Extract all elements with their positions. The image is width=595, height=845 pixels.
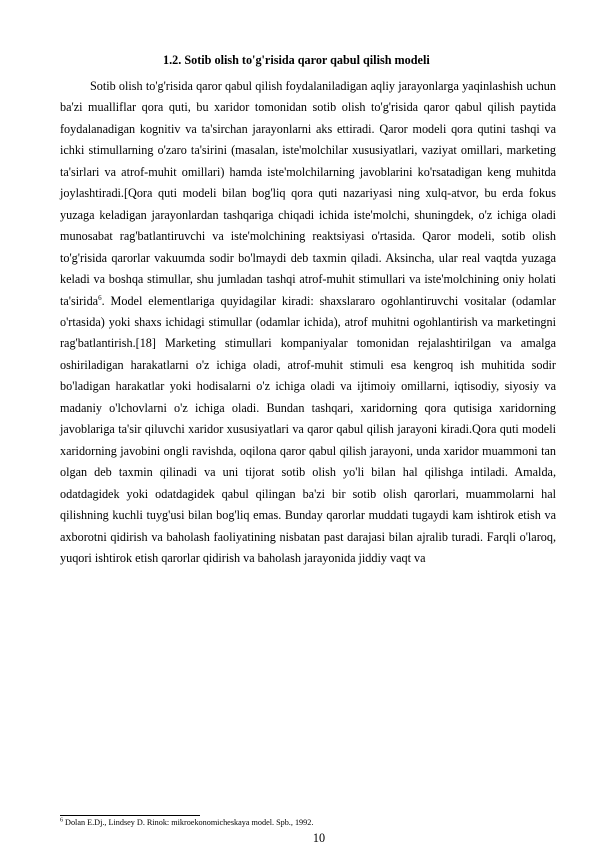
body-text-part-2: . Model elementlariga quyidagilar kiradi: shaxslararo ogohlantiruvchi vositalar (odamlar o'rtasida) yoki shaxs ichidagi stimullar (odamlar ichida), atrof muhitni ogohlantirish va marketingni rag'batlantirish.[18] Marketing stimullari kompaniyalar tomonidan rejalashtirilgan va amalga oshiriladigan harakatlarni o'z ichiga oladi, atrof-muhit stimuli esa kengroq ish muhitida sodir bo'ladigan harakatlar yoki hodisalarni o'z ichiga oladi va ijtimoiy omillarni, iqtisodiy, siyosiy va madaniy o'lchovlarni o'z ichiga oladi. Bundan tashqari, xaridorning qora qutisiga xaridorning javoblariga ta'sir qiluvchi xaridor xususiyatlari va qaror qabul qilish jarayoni kiradi.Qora quti modeli xaridorning javobini ongli ravishda, oqilona qaror qabul qilish jarayoni, unda xaridor muammoni tan olgan deb taxmin qilinadi va uni tijorat sotib olish yo'li bilan hal qilishga intiladi. Amalda, odatdagidek yoki odatdagidek qabul qilingan ba'zi bir sotib olish qarorlari, muammolarni hal qilishning kuchli tuyg'usi bilan bog'liq emas. Bunday qarorlar muddati tugaydi kam ishtirok etish va axborotni qidirish va baholash faoliyatining nisbatan past darajasi bilan ajralib turadi. Farqli o'laroq, yuqori ishtirok etish qarorlar qidirish va baholash jarayonida jiddiy vaqt va [60, 293, 556, 565]
footnote-mark: 6 [60, 817, 63, 824]
footnote [60, 818, 556, 828]
footnote-reference: 6 [98, 293, 102, 302]
page-number: 10 [312, 831, 326, 845]
footnote-divider [60, 815, 200, 816]
body-paragraph [60, 76, 556, 569]
section-heading: 1.2. Sotib olish to'g'risida qaror qabul qilish modeli [163, 53, 430, 67]
footnote-text: Dolan E.Dj., Lindsey D. Rinok: mikroekonomicheskaya model. Spb., 1992. [63, 818, 314, 827]
document-page [60, 52, 556, 569]
body-text-part-1: Sotib olish to'g'risida qaror qabul qilish foydalaniladigan aqliy jarayonlarga yaqinlashish uchun ba'zi mualliflar qora quti, bu xaridor tomonidan sotib olish to'g'risida qaror qabul qilish paytida foydalanadigan kognitiv va ta'sirchan jarayonlarni aks ettiradi. Qaror modeli qora qutini tashqi va ichki stimullarning o'zaro ta'sirini (masalan, iste'molchilar xususiyatlari, vaziyat omillari, marketing ta'sirlari va atrof-muhit omillari) hamda iste'molchilarning javoblarini ko'rsatadigan keng muhitda joylashtiradi.[Qora quti modeli bilan bog'liq qora quti nazariyasi ning xulq-atvor, bu erda fokus yuzaga keladigan jarayonlardan tashqariga chiqadi ichida iste'molchi, shuningdek, o'z ichiga oladi munosabat rag'batlantiruvchi va iste'molchining reaktsiyasi o'rtasida. Qaror modeli, sotib olish to'g'risida qarorlar vakuumda sodir bo'lmaydi deb taxmin qiladi. Aksincha, ular real vaqtda yuzaga keladi va boshqa stimullar, shu jumladan tashqi atrof-muhit stimullari va iste'molchining oniy holati ta'sirida [60, 79, 556, 308]
